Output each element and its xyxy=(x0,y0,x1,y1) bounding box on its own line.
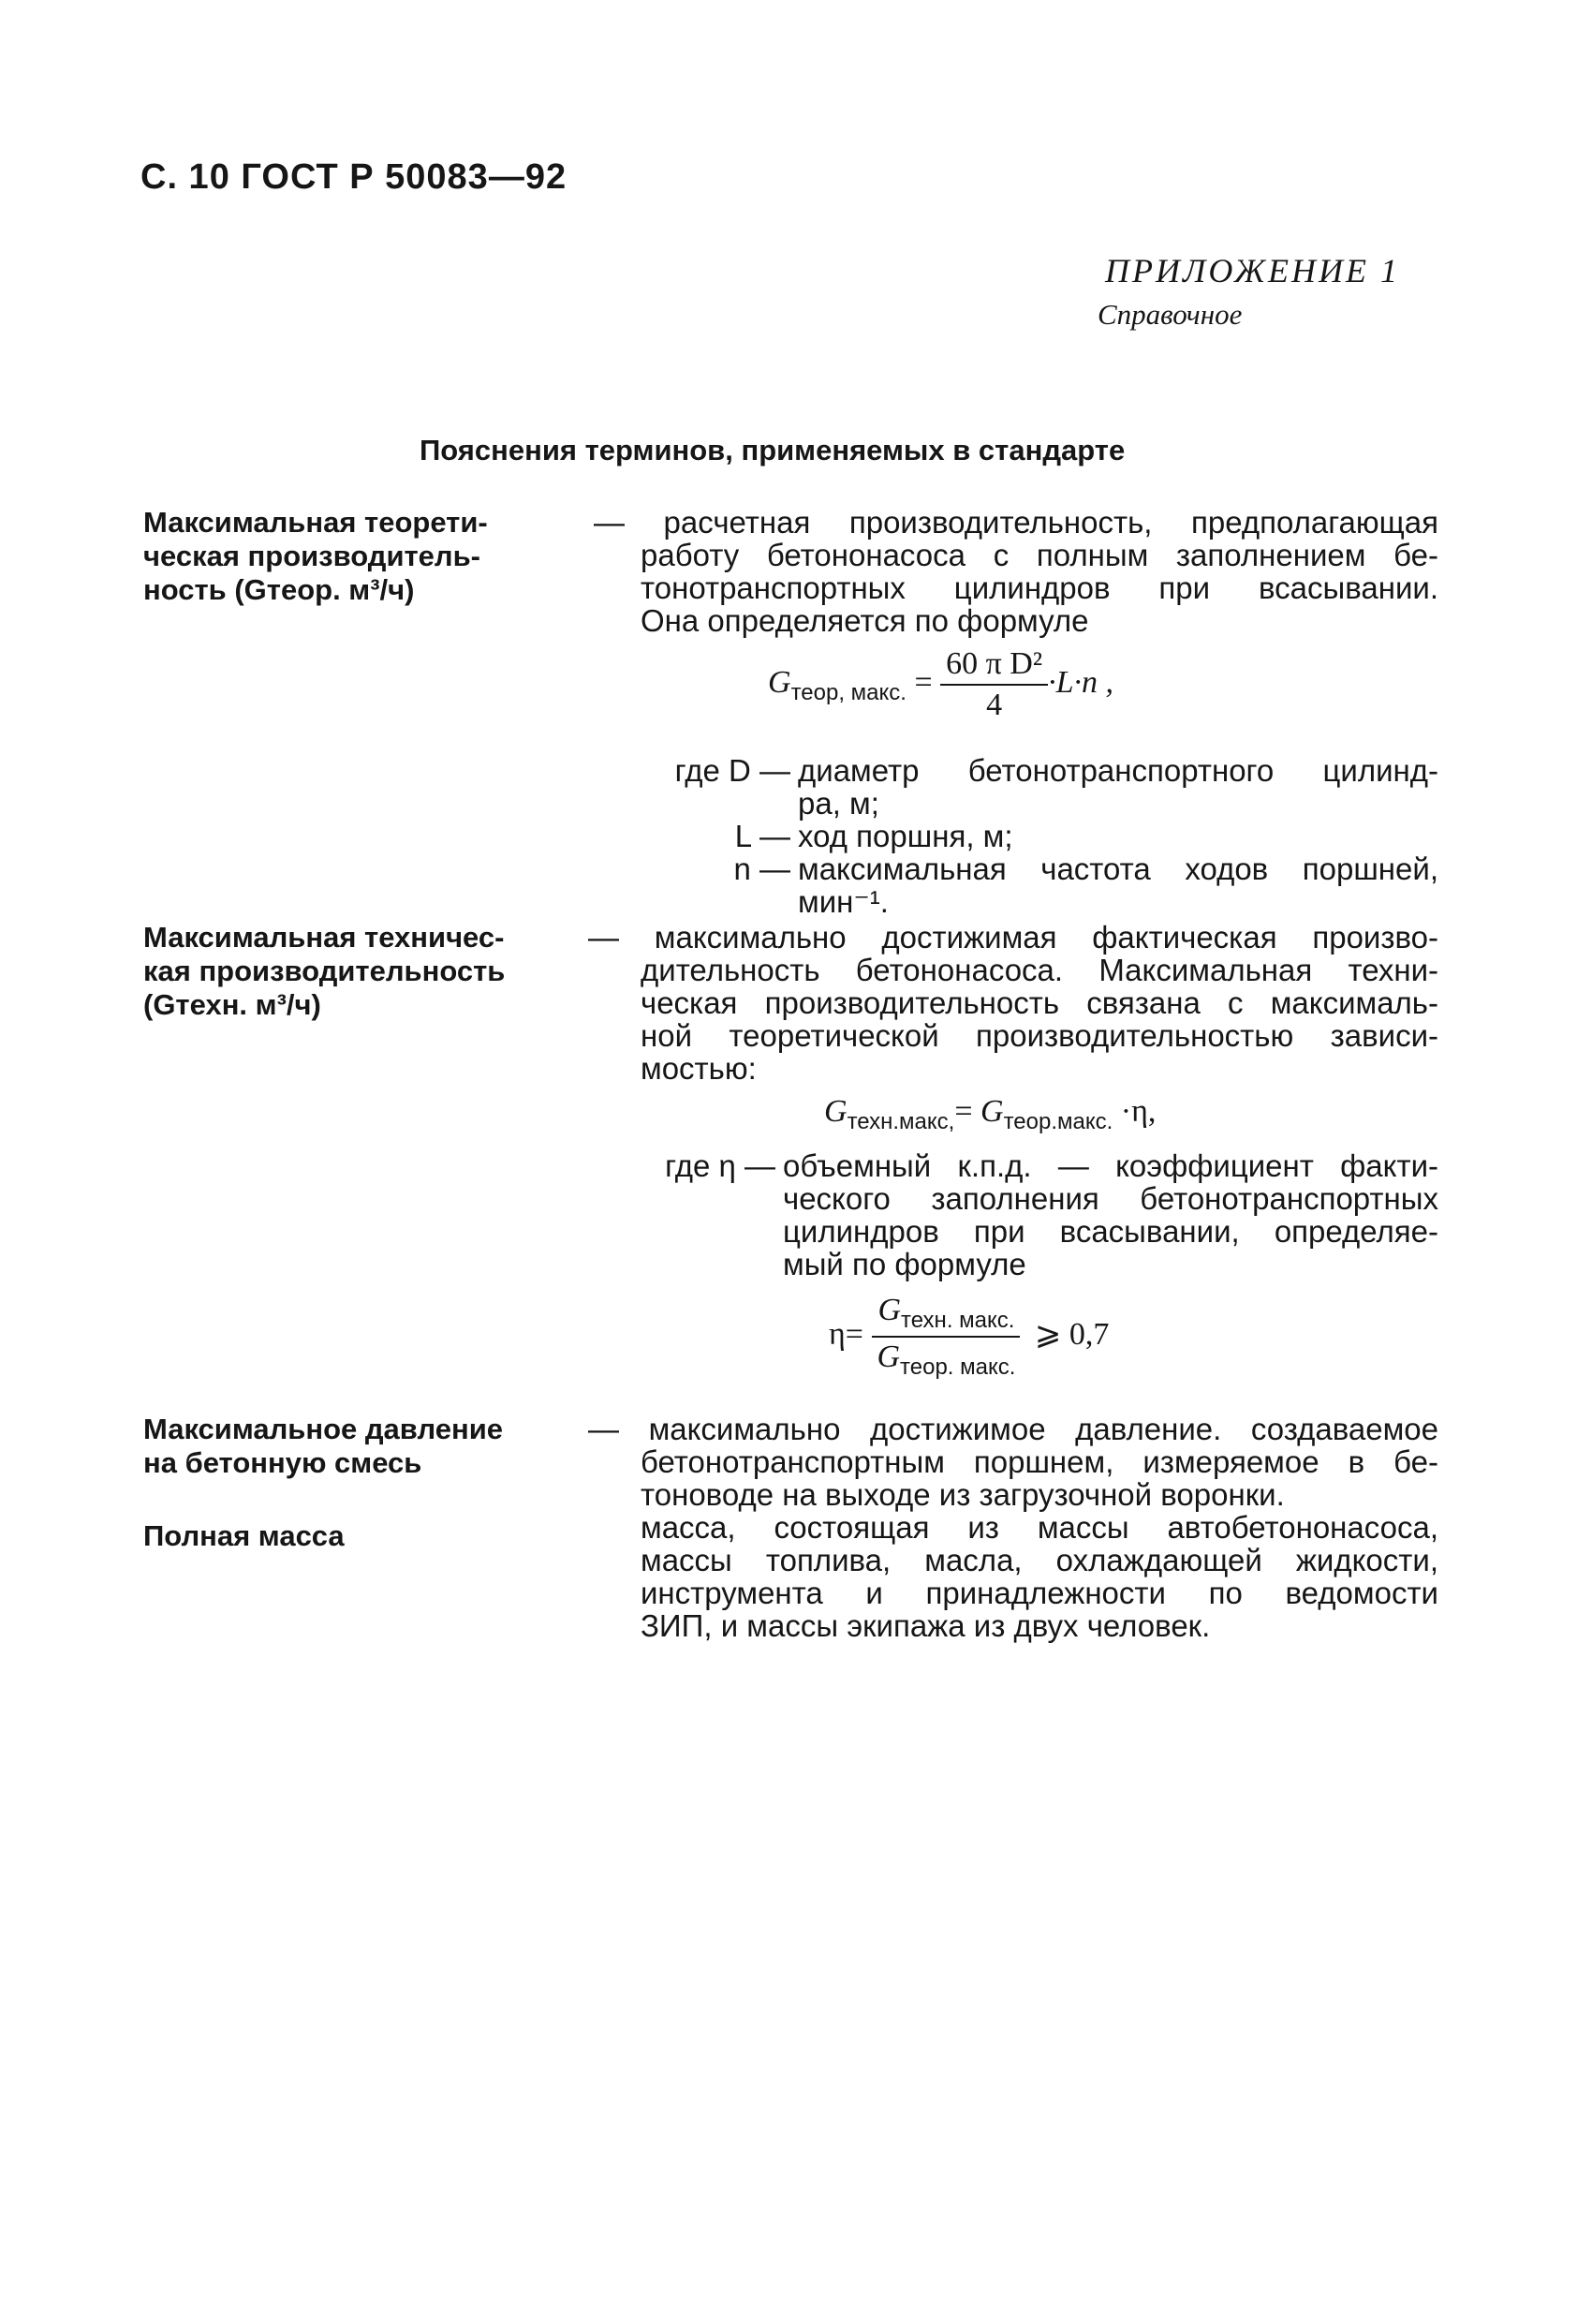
formula-fraction xyxy=(940,646,1048,723)
formula-lhs: η= xyxy=(829,1316,863,1352)
where-item xyxy=(642,754,1438,820)
definition-total-mass xyxy=(641,1511,1438,1642)
where-symbol: где D — xyxy=(674,753,790,788)
formula-theoretical-capacity xyxy=(768,646,1113,723)
definition-line: инструмента и принадлежности по ведомости xyxy=(641,1576,1438,1610)
formula-technical-capacity xyxy=(824,1094,1156,1135)
term-line: на бетонную смесь xyxy=(143,1446,422,1479)
appendix-title: ПРИЛОЖЕНИЕ 1 xyxy=(1105,252,1400,289)
formula-tail: ·L·n , xyxy=(1048,664,1113,700)
term-max-theoretical-capacity xyxy=(143,506,537,607)
definition-max-theoretical-capacity xyxy=(594,506,1438,637)
section-title: Пояснения терминов, применяемых в стандарте xyxy=(420,434,1126,466)
page-header: С. 10 ГОСТ Р 50083—92 xyxy=(140,157,568,197)
term-line: Полная масса xyxy=(143,1519,345,1552)
term-line: Максимальная теорети- xyxy=(143,506,488,539)
term-line: (Gтехн. м³/ч) xyxy=(143,988,321,1021)
formula-symbol: G xyxy=(980,1094,1004,1129)
definition-line: тонотранспортных цилиндров при всасывании. xyxy=(641,570,1438,605)
definition-line: дительность бетононасоса. Максимальная техни- xyxy=(641,953,1438,987)
definition-line: ЗИП, и массы экипажа из двух человек. xyxy=(641,1608,1211,1643)
where-text: диаметр бетонотранспортного цилинд- xyxy=(798,753,1438,788)
where-text: ход поршня, м; xyxy=(798,819,1013,853)
formula-subscript: техн.макс, xyxy=(847,1109,955,1134)
where-text: максимальная частота ходов поршней, xyxy=(798,851,1438,886)
term-max-technical-capacity xyxy=(143,921,541,1022)
formula-tail: ·η, xyxy=(1120,1094,1157,1129)
where-list-2 xyxy=(642,1149,1438,1280)
where-text: объемный к.п.д. — коэффициент факти- xyxy=(783,1148,1438,1183)
fraction-denominator: 4 xyxy=(986,688,1003,722)
where-text: мый по формуле xyxy=(783,1247,1026,1281)
term-line: Максимальная техничес- xyxy=(143,921,505,954)
where-symbol: где η — xyxy=(665,1148,775,1183)
where-symbol: n — xyxy=(733,851,790,886)
appendix-type: Справочное xyxy=(1098,298,1243,331)
term-line: ческая производитель- xyxy=(143,540,480,572)
formula-subscript: теор. макс. xyxy=(900,1354,1016,1380)
term-max-pressure xyxy=(143,1413,544,1480)
where-text: мин⁻¹. xyxy=(798,884,889,919)
where-text: ра, м; xyxy=(798,786,879,821)
formula-subscript: техн. макс. xyxy=(901,1308,1015,1333)
definition-line: — расчетная производительность, предполагающая xyxy=(594,505,1438,540)
term-total-mass xyxy=(143,1519,537,1553)
formula-equals: = xyxy=(954,1094,973,1129)
definition-line: ческая производительность связана с максималь- xyxy=(641,985,1438,1020)
formula-symbol: G xyxy=(877,1340,901,1374)
formula-subscript: теор.макс. xyxy=(1003,1109,1113,1134)
definition-max-pressure xyxy=(588,1413,1438,1511)
term-line: ность (Gтеор. м³/ч) xyxy=(143,573,415,606)
definition-line: тоноводе на выходе из загрузочной воронки. xyxy=(641,1477,1285,1512)
formula-fraction xyxy=(871,1293,1021,1381)
formula-volumetric-efficiency xyxy=(829,1293,1109,1381)
term-line: Максимальное давление xyxy=(143,1413,503,1445)
definition-line: бетонотранспортным поршнем, измеряемое в бе- xyxy=(641,1444,1438,1479)
formula-symbol: G xyxy=(768,664,791,700)
definition-line: работу бетононасоса с полным заполнением бе- xyxy=(641,538,1438,572)
where-symbol: L — xyxy=(734,819,790,853)
formula-symbol: G xyxy=(877,1293,902,1327)
definition-max-technical-capacity xyxy=(588,921,1438,1085)
formula-tail: ⩾ 0,7 xyxy=(1034,1316,1110,1352)
definition-line: ной теоретической производительностью зависи- xyxy=(641,1018,1438,1053)
term-line: кая производительность xyxy=(143,955,506,987)
formula-symbol: G xyxy=(824,1094,848,1129)
definition-line: массы топлива, масла, охлаждающей жидкости, xyxy=(641,1543,1438,1577)
where-item xyxy=(642,1149,1438,1280)
fraction-denominator xyxy=(871,1338,1021,1381)
definition-line: мостью: xyxy=(641,1051,757,1086)
formula-equals: = xyxy=(914,664,933,700)
definition-line: — максимально достижимое давление. создаваемое xyxy=(588,1412,1438,1446)
formula-subscript: теор, макс. xyxy=(790,679,907,705)
where-text: ческого заполнения бетонотранспортных xyxy=(783,1181,1438,1216)
definition-line: масса, состоящая из массы автобетононасоса, xyxy=(641,1510,1438,1545)
fraction-numerator xyxy=(872,1293,1020,1338)
fraction-numerator: 60 π D² xyxy=(940,646,1048,686)
where-item xyxy=(642,820,1438,852)
definition-line: Она определяется по формуле xyxy=(641,603,1089,638)
where-item xyxy=(642,852,1438,918)
where-list-1 xyxy=(642,754,1438,918)
definition-line: — максимально достижимая фактическая произво- xyxy=(588,920,1438,955)
where-text: цилиндров при всасывании, определяе- xyxy=(783,1214,1438,1249)
